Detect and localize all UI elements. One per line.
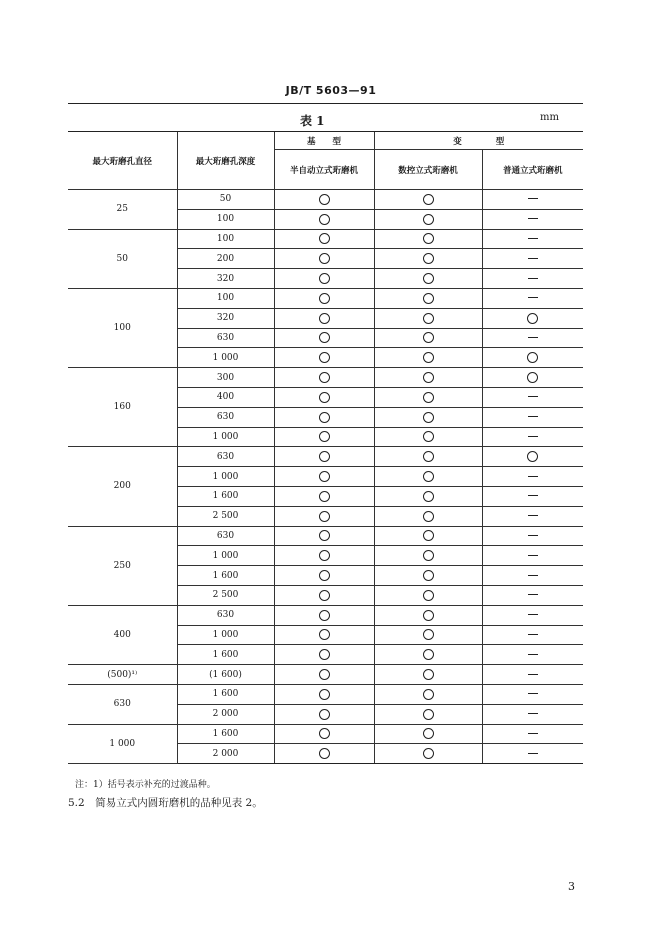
circle-mark-icon: [423, 491, 434, 502]
depth-cell: 630: [177, 328, 274, 348]
depth-cell: 100: [177, 209, 274, 229]
dash-mark-icon: [528, 535, 538, 536]
header-cnc: 数控立式珩磨机: [374, 150, 482, 190]
cnc-mark-cell: [374, 249, 482, 269]
depth-cell: 1 600: [177, 645, 274, 665]
table-row: [68, 724, 583, 744]
semi-auto-mark-cell: [274, 229, 374, 249]
diameter-cell: 100: [68, 288, 177, 367]
ordinary-mark-cell: [482, 269, 583, 289]
diameter-cell: 630: [68, 684, 177, 724]
table-title: 表 1: [300, 114, 325, 128]
semi-auto-mark-cell: [274, 328, 374, 348]
depth-cell: 630: [177, 407, 274, 427]
semi-auto-mark-cell: [274, 249, 374, 269]
ordinary-mark-cell: [482, 229, 583, 249]
page-number: 3: [568, 880, 575, 893]
dash-mark-icon: [528, 634, 538, 635]
semi-auto-mark-cell: [274, 526, 374, 546]
depth-cell: 50: [177, 190, 274, 210]
semi-auto-mark-cell: [274, 566, 374, 586]
depth-cell: 1 000: [177, 467, 274, 487]
ordinary-mark-cell: [482, 506, 583, 526]
circle-mark-icon: [319, 748, 330, 759]
cnc-mark-cell: [374, 229, 482, 249]
cnc-mark-cell: [374, 467, 482, 487]
circle-mark-icon: [423, 649, 434, 660]
circle-mark-icon: [423, 194, 434, 205]
circle-mark-icon: [319, 491, 330, 502]
depth-cell: 1 600: [177, 724, 274, 744]
circle-mark-icon: [423, 214, 434, 225]
circle-mark-icon: [319, 214, 330, 225]
circle-mark-icon: [319, 709, 330, 720]
diameter-cell: 25: [68, 190, 177, 230]
circle-mark-icon: [527, 313, 538, 324]
table-row: [68, 368, 583, 388]
circle-mark-icon: [319, 313, 330, 324]
circle-mark-icon: [319, 253, 330, 264]
circle-mark-icon: [423, 629, 434, 640]
circle-mark-icon: [319, 669, 330, 680]
depth-cell: 320: [177, 308, 274, 328]
circle-mark-icon: [527, 451, 538, 462]
depth-cell: 400: [177, 387, 274, 407]
circle-mark-icon: [319, 689, 330, 700]
dash-mark-icon: [528, 515, 538, 516]
cnc-mark-cell: [374, 209, 482, 229]
semi-auto-mark-cell: [274, 605, 374, 625]
table-row: [68, 190, 583, 210]
diameter-cell: 200: [68, 447, 177, 526]
circle-mark-icon: [319, 412, 330, 423]
circle-mark-icon: [423, 550, 434, 561]
circle-mark-icon: [423, 332, 434, 343]
dash-mark-icon: [528, 337, 538, 338]
ordinary-mark-cell: [482, 407, 583, 427]
circle-mark-icon: [319, 451, 330, 462]
diameter-cell: 1 000: [68, 724, 177, 764]
depth-cell: 2 000: [177, 704, 274, 724]
semi-auto-mark-cell: [274, 625, 374, 645]
cnc-mark-cell: [374, 566, 482, 586]
circle-mark-icon: [319, 431, 330, 442]
cnc-mark-cell: [374, 744, 482, 764]
cnc-mark-cell: [374, 585, 482, 605]
cnc-mark-cell: [374, 427, 482, 447]
spec-table: [68, 131, 583, 764]
circle-mark-icon: [319, 550, 330, 561]
cnc-mark-cell: [374, 348, 482, 368]
semi-auto-mark-cell: [274, 684, 374, 704]
semi-auto-mark-cell: [274, 645, 374, 665]
circle-mark-icon: [423, 313, 434, 324]
cnc-mark-cell: [374, 328, 482, 348]
diameter-cell: (500)¹⁾: [68, 665, 177, 685]
ordinary-mark-cell: [482, 665, 583, 685]
header-diameter: 最大珩磨孔直径: [68, 132, 177, 190]
dash-mark-icon: [528, 614, 538, 615]
ordinary-mark-cell: [482, 387, 583, 407]
depth-cell: 300: [177, 368, 274, 388]
semi-auto-mark-cell: [274, 368, 374, 388]
circle-mark-icon: [319, 233, 330, 244]
circle-mark-icon: [319, 590, 330, 601]
table-row: [68, 526, 583, 546]
cnc-mark-cell: [374, 269, 482, 289]
ordinary-mark-cell: [482, 348, 583, 368]
semi-auto-mark-cell: [274, 269, 374, 289]
depth-cell: 100: [177, 229, 274, 249]
dash-mark-icon: [528, 416, 538, 417]
circle-mark-icon: [319, 352, 330, 363]
dash-mark-icon: [528, 495, 538, 496]
semi-auto-mark-cell: [274, 427, 374, 447]
depth-cell: 1 000: [177, 546, 274, 566]
ordinary-mark-cell: [482, 645, 583, 665]
circle-mark-icon: [423, 590, 434, 601]
header-depth: 最大珩磨孔深度: [177, 132, 274, 190]
diameter-cell: 250: [68, 526, 177, 605]
cnc-mark-cell: [374, 645, 482, 665]
depth-cell: 100: [177, 288, 274, 308]
cnc-mark-cell: [374, 546, 482, 566]
depth-cell: 630: [177, 447, 274, 467]
semi-auto-mark-cell: [274, 387, 374, 407]
semi-auto-mark-cell: [274, 447, 374, 467]
cnc-mark-cell: [374, 486, 482, 506]
ordinary-mark-cell: [482, 467, 583, 487]
ordinary-mark-cell: [482, 486, 583, 506]
circle-mark-icon: [423, 273, 434, 284]
dash-mark-icon: [528, 575, 538, 576]
ordinary-mark-cell: [482, 190, 583, 210]
ordinary-mark-cell: [482, 249, 583, 269]
table-row: [68, 288, 583, 308]
ordinary-mark-cell: [482, 724, 583, 744]
ordinary-mark-cell: [482, 288, 583, 308]
dash-mark-icon: [528, 654, 538, 655]
cnc-mark-cell: [374, 724, 482, 744]
depth-cell: 630: [177, 526, 274, 546]
circle-mark-icon: [423, 392, 434, 403]
cnc-mark-cell: [374, 387, 482, 407]
circle-mark-icon: [423, 412, 434, 423]
ordinary-mark-cell: [482, 427, 583, 447]
cnc-mark-cell: [374, 288, 482, 308]
cnc-mark-cell: [374, 704, 482, 724]
circle-mark-icon: [423, 669, 434, 680]
circle-mark-icon: [423, 728, 434, 739]
ordinary-mark-cell: [482, 526, 583, 546]
circle-mark-icon: [423, 451, 434, 462]
header-variant-type: 变 型: [374, 132, 583, 150]
ordinary-mark-cell: [482, 625, 583, 645]
circle-mark-icon: [319, 728, 330, 739]
depth-cell: 200: [177, 249, 274, 269]
cnc-mark-cell: [374, 506, 482, 526]
cnc-mark-cell: [374, 447, 482, 467]
depth-cell: (1 600): [177, 665, 274, 685]
depth-cell: 320: [177, 269, 274, 289]
circle-mark-icon: [423, 689, 434, 700]
table-row: [68, 447, 583, 467]
table-body: [68, 190, 583, 764]
cnc-mark-cell: [374, 308, 482, 328]
circle-mark-icon: [423, 352, 434, 363]
section-5-2-text: 5.2 简易立式内圆珩磨机的品种见表 2。: [68, 797, 263, 809]
cnc-mark-cell: [374, 368, 482, 388]
ordinary-mark-cell: [482, 328, 583, 348]
header-semi-auto: 半自动立式珩磨机: [274, 150, 374, 190]
depth-cell: 1 000: [177, 625, 274, 645]
dash-mark-icon: [528, 555, 538, 556]
circle-mark-icon: [319, 392, 330, 403]
table-row: [68, 229, 583, 249]
depth-cell: 630: [177, 605, 274, 625]
table-row: [68, 665, 583, 685]
circle-mark-icon: [319, 530, 330, 541]
circle-mark-icon: [423, 471, 434, 482]
circle-mark-icon: [423, 530, 434, 541]
circle-mark-icon: [423, 570, 434, 581]
circle-mark-icon: [319, 293, 330, 304]
semi-auto-mark-cell: [274, 348, 374, 368]
circle-mark-icon: [319, 332, 330, 343]
diameter-cell: 400: [68, 605, 177, 664]
semi-auto-mark-cell: [274, 308, 374, 328]
cnc-mark-cell: [374, 526, 482, 546]
ordinary-mark-cell: [482, 546, 583, 566]
dash-mark-icon: [528, 436, 538, 437]
circle-mark-icon: [527, 352, 538, 363]
table-row: [68, 605, 583, 625]
document-header-code: JB/T 5603—91: [285, 84, 377, 97]
semi-auto-mark-cell: [274, 744, 374, 764]
ordinary-mark-cell: [482, 368, 583, 388]
ordinary-mark-cell: [482, 605, 583, 625]
dash-mark-icon: [528, 733, 538, 734]
header-ordinary: 普通立式珩磨机: [482, 150, 583, 190]
dash-mark-icon: [528, 476, 538, 477]
circle-mark-icon: [319, 649, 330, 660]
semi-auto-mark-cell: [274, 585, 374, 605]
ordinary-mark-cell: [482, 447, 583, 467]
semi-auto-mark-cell: [274, 407, 374, 427]
cnc-mark-cell: [374, 190, 482, 210]
circle-mark-icon: [423, 610, 434, 621]
dash-mark-icon: [528, 198, 538, 199]
ordinary-mark-cell: [482, 308, 583, 328]
dash-mark-icon: [528, 713, 538, 714]
cnc-mark-cell: [374, 684, 482, 704]
cnc-mark-cell: [374, 665, 482, 685]
dash-mark-icon: [528, 278, 538, 279]
semi-auto-mark-cell: [274, 467, 374, 487]
dash-mark-icon: [528, 396, 538, 397]
cnc-mark-cell: [374, 605, 482, 625]
table-unit: mm: [540, 112, 559, 123]
depth-cell: 2 500: [177, 585, 274, 605]
circle-mark-icon: [423, 748, 434, 759]
semi-auto-mark-cell: [274, 546, 374, 566]
depth-cell: 1 000: [177, 427, 274, 447]
depth-cell: 1 600: [177, 684, 274, 704]
semi-auto-mark-cell: [274, 506, 374, 526]
dash-mark-icon: [528, 594, 538, 595]
circle-mark-icon: [423, 372, 434, 383]
cnc-mark-cell: [374, 625, 482, 645]
dash-mark-icon: [528, 258, 538, 259]
cnc-mark-cell: [374, 407, 482, 427]
depth-cell: 2 500: [177, 506, 274, 526]
ordinary-mark-cell: [482, 566, 583, 586]
circle-mark-icon: [423, 253, 434, 264]
ordinary-mark-cell: [482, 585, 583, 605]
circle-mark-icon: [527, 372, 538, 383]
diameter-cell: 160: [68, 368, 177, 447]
circle-mark-icon: [423, 431, 434, 442]
circle-mark-icon: [423, 293, 434, 304]
ordinary-mark-cell: [482, 209, 583, 229]
table-row: [68, 684, 583, 704]
ordinary-mark-cell: [482, 684, 583, 704]
circle-mark-icon: [319, 511, 330, 522]
depth-cell: 1 600: [177, 486, 274, 506]
dash-mark-icon: [528, 753, 538, 754]
semi-auto-mark-cell: [274, 190, 374, 210]
header-basic-type: 基 型: [274, 132, 374, 150]
circle-mark-icon: [319, 471, 330, 482]
semi-auto-mark-cell: [274, 288, 374, 308]
semi-auto-mark-cell: [274, 724, 374, 744]
circle-mark-icon: [319, 629, 330, 640]
depth-cell: 2 000: [177, 744, 274, 764]
header-rule: [68, 103, 583, 104]
depth-cell: 1 000: [177, 348, 274, 368]
dash-mark-icon: [528, 693, 538, 694]
semi-auto-mark-cell: [274, 704, 374, 724]
dash-mark-icon: [528, 238, 538, 239]
diameter-cell: 50: [68, 229, 177, 288]
circle-mark-icon: [319, 194, 330, 205]
table-footnote: 注：1）括号表示补充的过渡品种。: [75, 780, 216, 790]
circle-mark-icon: [319, 610, 330, 621]
dash-mark-icon: [528, 218, 538, 219]
ordinary-mark-cell: [482, 744, 583, 764]
semi-auto-mark-cell: [274, 665, 374, 685]
circle-mark-icon: [319, 273, 330, 284]
dash-mark-icon: [528, 297, 538, 298]
ordinary-mark-cell: [482, 704, 583, 724]
circle-mark-icon: [423, 233, 434, 244]
circle-mark-icon: [319, 570, 330, 581]
circle-mark-icon: [423, 709, 434, 720]
circle-mark-icon: [319, 372, 330, 383]
semi-auto-mark-cell: [274, 209, 374, 229]
dash-mark-icon: [528, 674, 538, 675]
semi-auto-mark-cell: [274, 486, 374, 506]
depth-cell: 1 600: [177, 566, 274, 586]
circle-mark-icon: [423, 511, 434, 522]
